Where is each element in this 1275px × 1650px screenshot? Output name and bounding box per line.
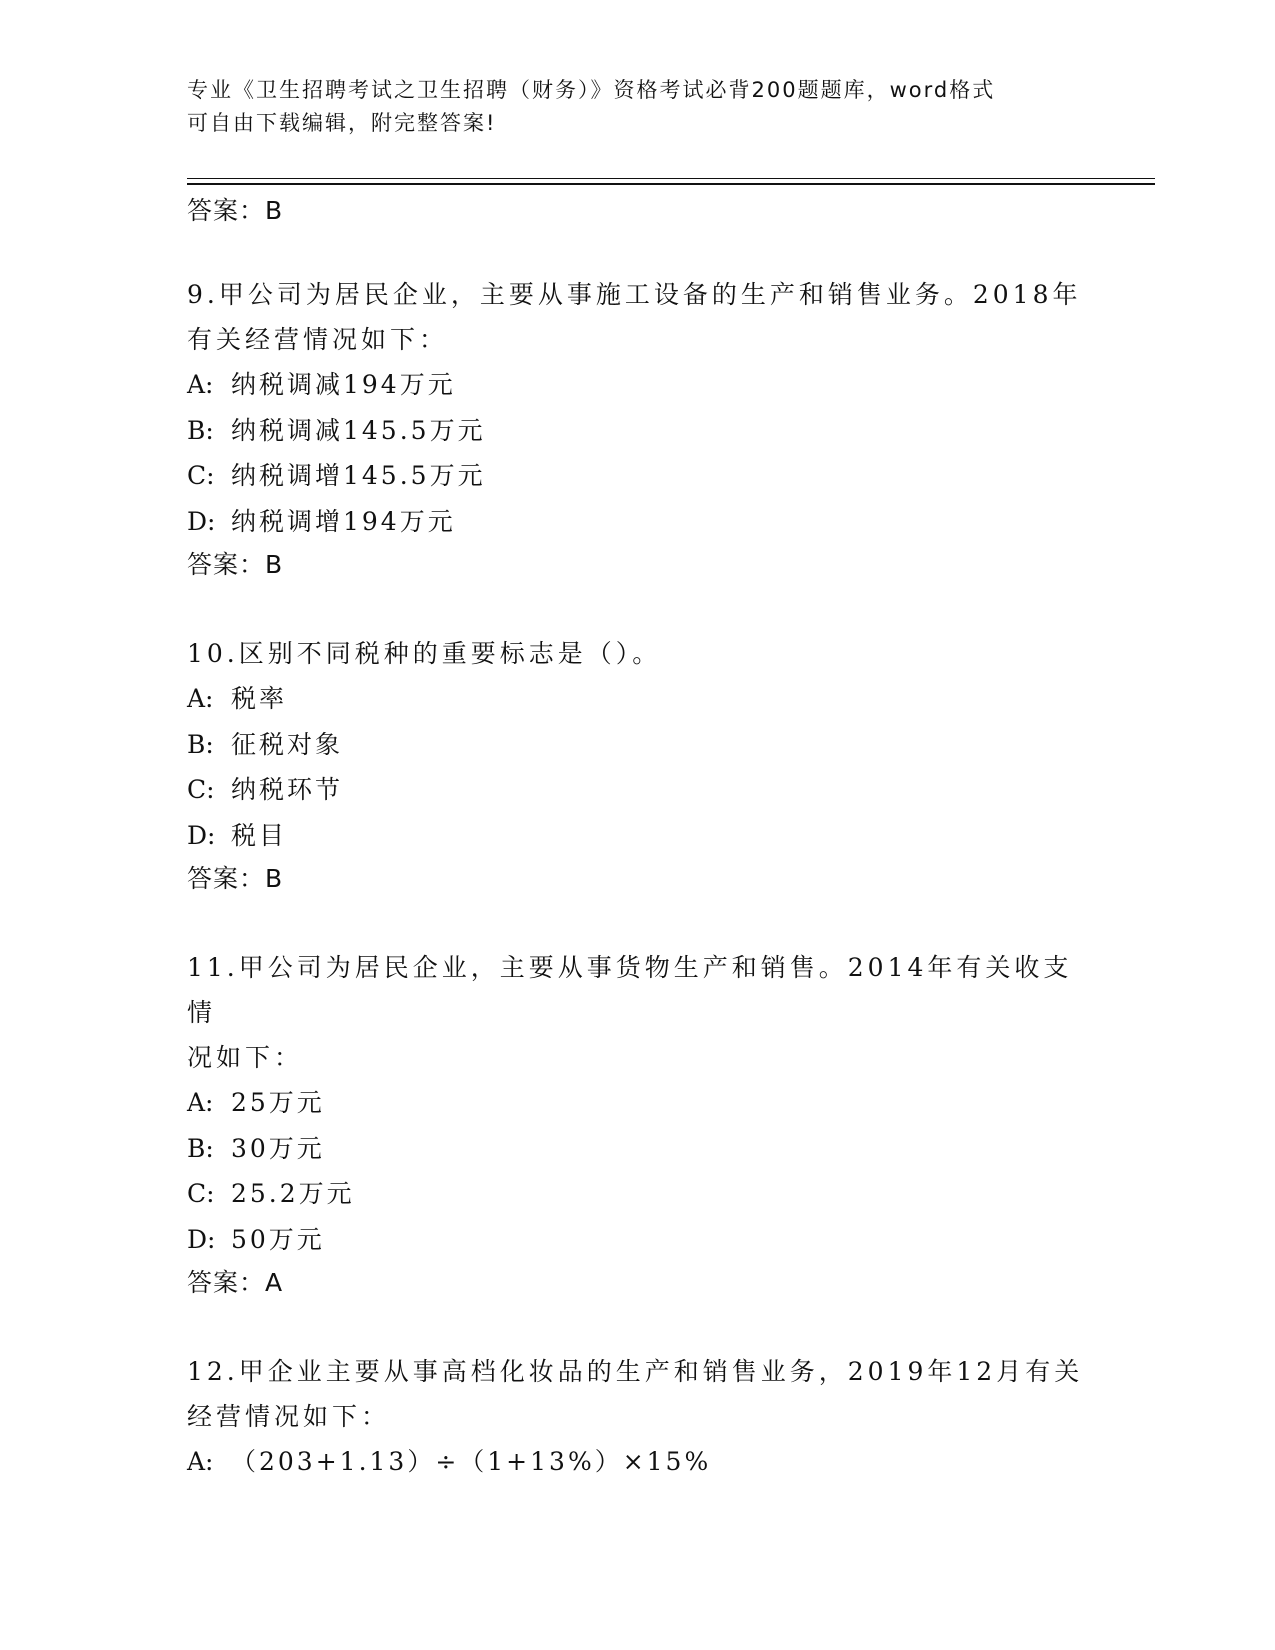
question-stem-line: 况如下：: [187, 1043, 304, 1072]
question-stem: [187, 631, 1087, 676]
option-text: 征税对象: [231, 729, 344, 759]
answer-line: 答案：B: [187, 550, 284, 579]
question-10: [187, 631, 1087, 900]
option-d: [187, 813, 1087, 859]
question-stem-line: 12.甲企业主要从事高档化妆品的生产和销售业务，2019年12月有关: [187, 1357, 1084, 1386]
option-text: 纳税调增145.5万元: [231, 461, 486, 490]
question-12: [187, 1349, 1087, 1485]
option-b: [187, 722, 1087, 768]
question-stem: [187, 945, 1087, 1080]
option-letter: B:: [187, 729, 214, 759]
answer-line: 答案：B: [187, 196, 284, 225]
option-letter: D:: [187, 820, 216, 850]
question-11: [187, 945, 1087, 1304]
option-text: （203+1.13）÷（1+13%）×15%: [231, 1447, 712, 1476]
option-c: [187, 767, 1087, 813]
option-d: [187, 499, 1087, 545]
option-text: 税目: [231, 820, 288, 850]
question-stem-line: 9.甲公司为居民企业，主要从事施工设备的生产和销售业务。2018年: [187, 280, 1082, 309]
option-text: 纳税调减194万元: [231, 370, 456, 399]
question-stem: [187, 1349, 1087, 1439]
page-header: [187, 74, 1067, 140]
option-letter: C:: [187, 461, 215, 490]
header-divider-thick: [187, 183, 1155, 185]
question-list: [187, 190, 1087, 1485]
option-d: [187, 1217, 1087, 1263]
option-letter: A:: [187, 370, 214, 399]
option-letter: B:: [187, 1133, 214, 1163]
option-text: 25万元: [231, 1088, 325, 1117]
question-stem-line: 10.区别不同税种的重要标志是（）。: [187, 639, 662, 668]
option-letter: D:: [187, 1224, 216, 1254]
question-stem-line: 11.甲公司为居民企业，主要从事货物生产和销售。2014年有关收支情: [187, 953, 1073, 1027]
option-text: 25.2万元: [231, 1179, 355, 1208]
option-c: [187, 453, 1087, 499]
option-letter: D:: [187, 506, 216, 536]
option-text: 税率: [231, 684, 288, 713]
question-stem: [187, 272, 1087, 362]
option-b: [187, 1126, 1087, 1172]
question-stem-line: 经营情况如下：: [187, 1402, 391, 1431]
option-a: [187, 1080, 1087, 1126]
header-line-1: 专业《卫生招聘考试之卫生招聘（财务）》资格考试必背200题题库，word格式: [187, 78, 996, 102]
header-divider-thin: [187, 178, 1155, 179]
question-9: [187, 272, 1087, 586]
option-text: 50万元: [231, 1224, 325, 1254]
option-a: [187, 676, 1087, 722]
option-a: [187, 1439, 1087, 1485]
option-letter: C:: [187, 1179, 215, 1208]
option-letter: A:: [187, 1447, 214, 1476]
question-stem-line: 有关经营情况如下：: [187, 325, 449, 354]
answer-line: 答案：A: [187, 1268, 284, 1297]
option-b: [187, 408, 1087, 454]
option-letter: C:: [187, 775, 215, 804]
option-text: 纳税调减145.5万元: [231, 415, 486, 445]
option-text: 30万元: [231, 1133, 325, 1163]
option-text: 纳税环节: [231, 775, 344, 804]
answer-line: 答案：B: [187, 864, 284, 893]
option-c: [187, 1171, 1087, 1217]
option-letter: A:: [187, 1088, 214, 1117]
header-line-2: 可自由下载编辑，附完整答案!: [187, 111, 497, 135]
option-text: 纳税调增194万元: [231, 506, 456, 536]
option-letter: A:: [187, 684, 214, 713]
option-letter: B:: [187, 415, 214, 445]
option-a: [187, 362, 1087, 408]
